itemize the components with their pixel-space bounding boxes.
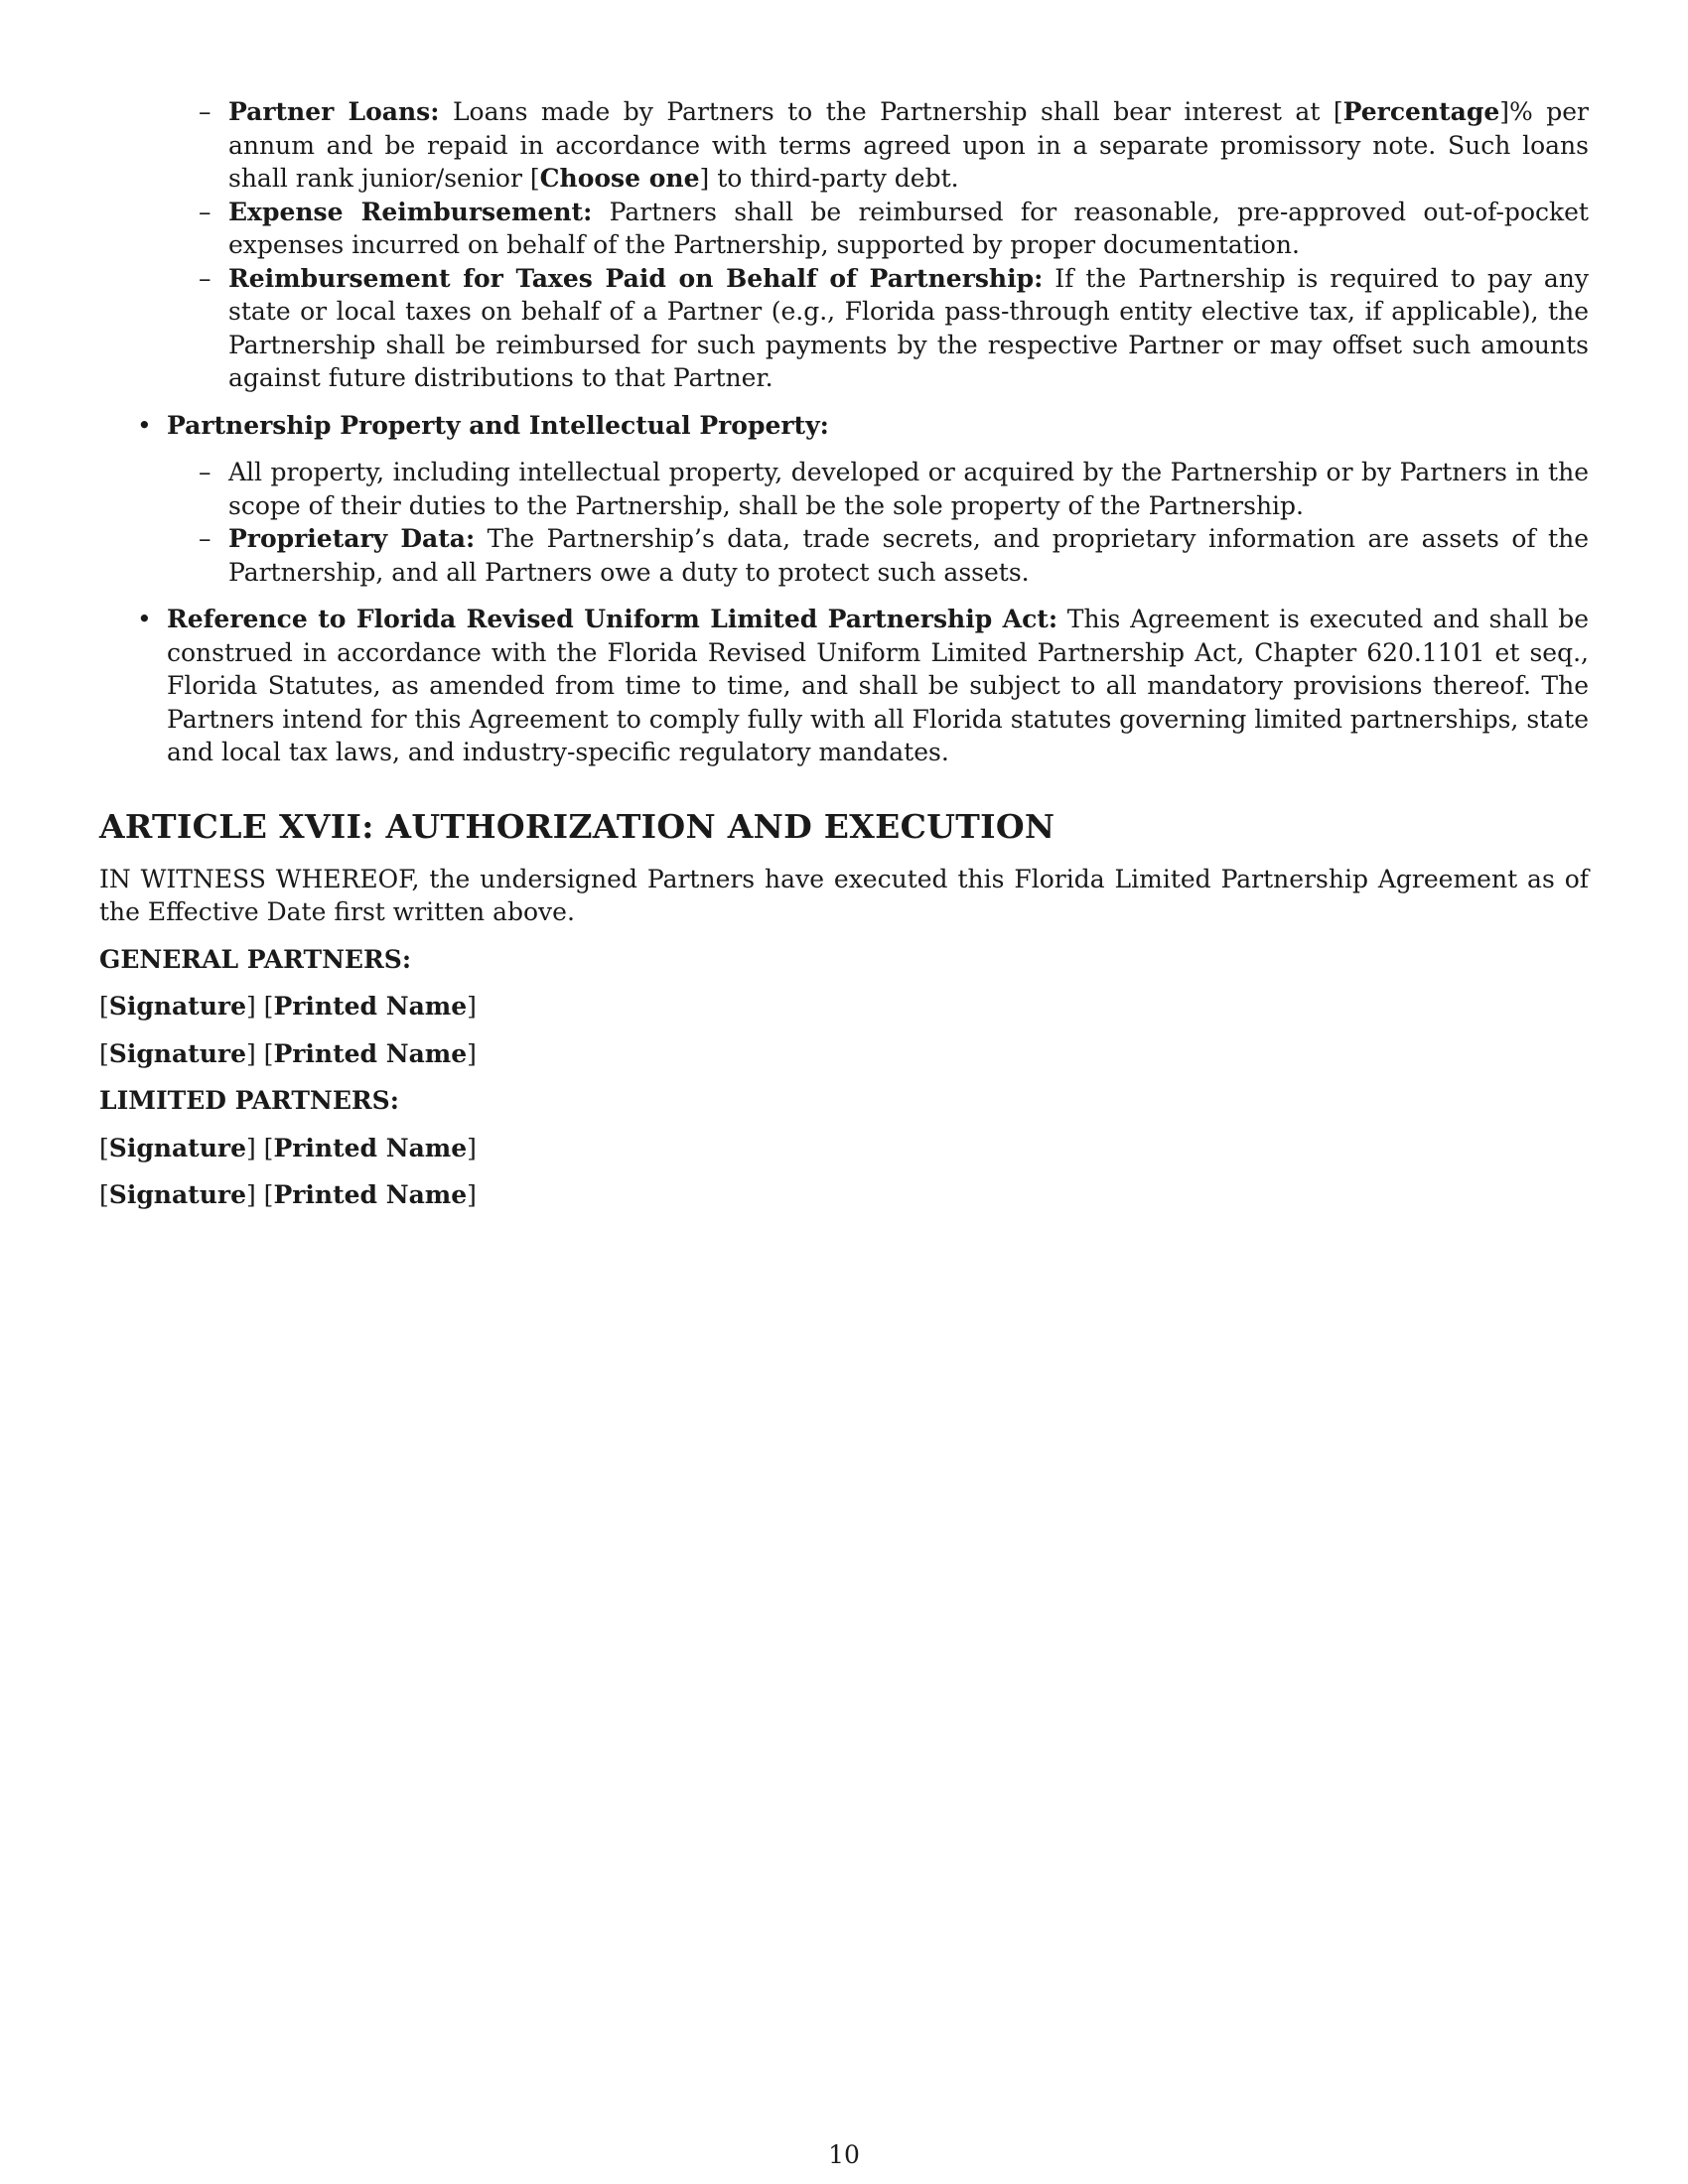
printed-name-placeholder: Printed Name: [273, 1180, 468, 1209]
limited-signature-line-1: [Signature] [Printed Name]: [99, 1133, 477, 1162]
witness-paragraph: IN WITNESS WHEREOF, the undersigned Partners have executed this Florida Limited Partnership Agreement as of the Effective Date first written above.: [99, 864, 1589, 926]
list-item-proprietary-data: [228, 522, 1589, 589]
list-item-partner-loans: [228, 95, 1589, 196]
general-partners-label: GENERAL PARTNERS:: [99, 944, 412, 974]
item-text: All property, including intellectual property, developed or acquired by the Partnership or by Partners in the scope of their duties to the Partnership, shall be the sole property of the Partnership.: [228, 458, 1589, 520]
item-text: If the Partnership is required to pay any state or local taxes on behalf of a Partner (e.g., Florida pass-through entity elective tax, if applicable), the Partnership shall be reimbursed for such payments by the respective Partner or may offset such amounts against future distributions to that Partner.: [228, 263, 1589, 392]
limited-signature-line-2: [Signature] [Printed Name]: [99, 1180, 477, 1209]
bullet-list: [99, 409, 1589, 769]
bullet-dot-icon: •: [137, 605, 152, 633]
signature-placeholder: Signature: [108, 1180, 246, 1209]
list-item-tax-reimbursement: [228, 262, 1589, 395]
signature-placeholder: Signature: [108, 1133, 246, 1162]
bullet-item-florida-act: [137, 603, 1590, 769]
list-item-property-ownership: [228, 456, 1589, 522]
signature-placeholder: Signature: [108, 1038, 246, 1068]
item-text: The Partnership’s data, trade secrets, and proprietary information are assets of the Partnership, and all Partners owe a duty to protect such assets.: [228, 524, 1590, 587]
bullet-dot-icon: •: [137, 410, 152, 440]
signature-placeholder: Signature: [108, 992, 246, 1021]
general-signature-line-1: [Signature] [Printed Name]: [99, 992, 477, 1021]
limited-partners-label: LIMITED PARTNERS:: [99, 1086, 399, 1115]
document-page: [99, 95, 1589, 1226]
continued-sub-list: [99, 95, 1589, 395]
bullet-lead: Partnership Property and Intellectual Property:: [167, 410, 829, 440]
general-signature-line-2: [Signature] [Printed Name]: [99, 1038, 477, 1068]
bullet-item-partnership-property: [137, 409, 1590, 590]
page-number: 10: [828, 2140, 860, 2169]
item-text: ]% per annum and be repaid in accordance with terms agreed upon in a separate promissory note. Such loans shall rank junior/senior [: [228, 97, 1589, 193]
printed-name-placeholder: Printed Name: [273, 1133, 468, 1162]
item-lead: Expense Reimbursement:: [228, 197, 593, 226]
item-text: ] to third-party debt.: [699, 164, 959, 193]
placeholder-choose-one: Choose one: [539, 164, 700, 193]
printed-name-placeholder: Printed Name: [273, 992, 468, 1021]
bullet-lead: Reference to Florida Revised Uniform Limited Partnership Act:: [167, 605, 1058, 633]
property-sub-list: [167, 456, 1589, 589]
list-item-expense-reimbursement: [228, 196, 1589, 262]
bullet-text: This Agreement is executed and shall be construed in accordance with the Florida Revised Uniform Limited Partnership Act, Chapter 620.1101 et seq., Florida Statutes, as amended from time to time, and shall be subject to all mandatory provisions thereof. The Partners intend for this Agreement to comply fully with all Florida statutes governing limited partnerships, state and local tax laws, and industry-specific regulatory mandates.: [167, 605, 1590, 766]
item-text: Loans made by Partners to the Partnership shall bear interest at [: [439, 97, 1343, 126]
placeholder-percentage: Percentage: [1342, 97, 1500, 126]
item-lead: Proprietary Data:: [228, 524, 476, 553]
item-text: Partners shall be reimbursed for reasonable, pre-approved out-of-pocket expenses incurred on behalf of the Partnership, supported by proper documentation.: [228, 197, 1589, 259]
article-heading: ARTICLE XVII: AUTHORIZATION AND EXECUTION: [99, 806, 1055, 846]
printed-name-placeholder: Printed Name: [273, 1038, 468, 1068]
item-lead: Reimbursement for Taxes Paid on Behalf of Partnership:: [228, 263, 1044, 293]
item-lead: Partner Loans:: [228, 97, 440, 126]
